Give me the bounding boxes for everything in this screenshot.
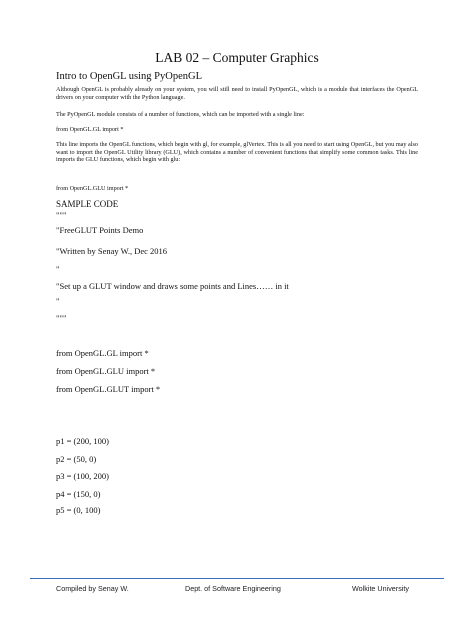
functions-paragraph: This line imports the OpenGL functions, which begin with gl, for example, glVertex. This is all you need to start using OpenGL, but you may also want to import the OpenGL Utility library (GLU), which contains a number of convenient functions that simplify some common tasks. This line imports the GLU functions, which begin with glu: <box>56 141 418 164</box>
footer-university: Wolkite University <box>352 584 409 593</box>
footer-author: Compiled by Senay W. <box>56 584 129 593</box>
code-line: from OpenGL.GLUT import * <box>56 384 161 394</box>
import-gl-line: from OpenGL.GL import * <box>56 126 124 133</box>
code-line: """ <box>56 210 67 220</box>
code-line: p4 = (150, 0) <box>56 489 101 499</box>
code-line: "FreeGLUT Points Demo <box>56 225 144 235</box>
import-glu-line: from OpenGL.GLU import * <box>56 185 129 192</box>
code-line: " <box>56 296 60 306</box>
code-line: """ <box>56 313 67 323</box>
footer-divider <box>30 578 444 579</box>
code-line: p5 = (0, 100) <box>56 505 101 515</box>
footer-department: Dept. of Software Engineering <box>185 584 281 593</box>
sample-code-heading: SAMPLE CODE <box>56 199 119 209</box>
code-line: from OpenGL.GLU import * <box>56 366 156 376</box>
code-line: " <box>56 264 60 274</box>
code-line: "Set up a GLUT window and draws some points and Lines…… in it <box>56 281 289 291</box>
code-line: p1 = (200, 100) <box>56 436 109 446</box>
code-line: p3 = (100, 200) <box>56 471 109 481</box>
code-line: from OpenGL.GL import * <box>56 348 149 358</box>
section-title: Intro to OpenGL using PyOpenGL <box>56 71 203 82</box>
intro-paragraph: Although OpenGL is probably already on your system, you will still need to install PyOpenGL, which is a module that interfaces the OpenGL drivers on your computer with the Python language. <box>56 86 418 101</box>
code-line: "Written by Senay W., Dec 2016 <box>56 246 168 256</box>
module-paragraph: The PyOpenGL module consists of a number of functions, which can be imported with a single line: <box>56 111 305 118</box>
code-line: p2 = (50, 0) <box>56 454 97 464</box>
page-title: LAB 02 – Computer Graphics <box>155 50 319 65</box>
